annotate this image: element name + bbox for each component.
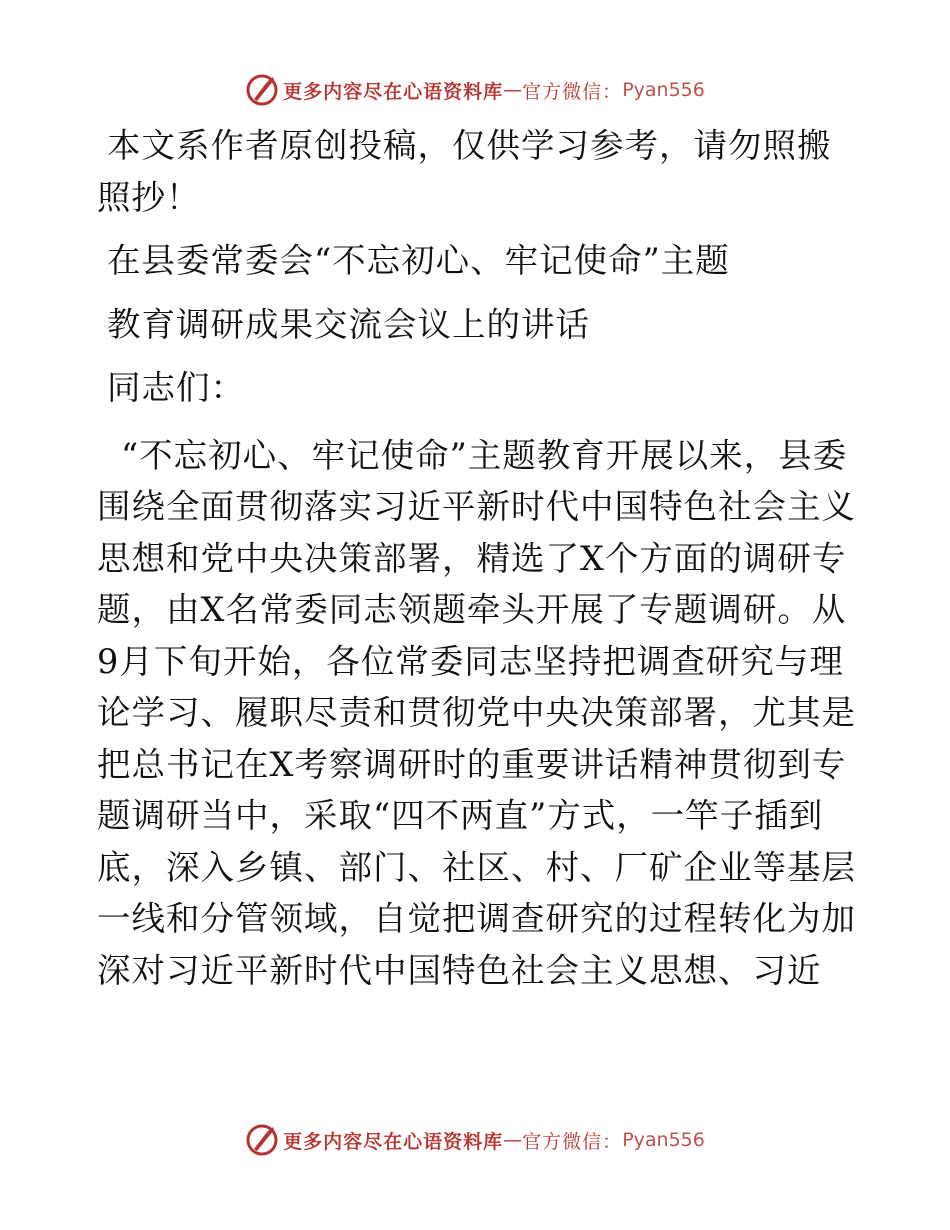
watermark-dash: — (503, 1129, 523, 1151)
copyright-notice: 本文系作者原创投稿，仅供学习参考，请勿照搬照抄！ (97, 126, 832, 217)
speech-title-line-2: 教育调研成果交流会议上的讲话 (107, 304, 590, 344)
quill-pen-circle-icon (245, 1123, 279, 1157)
watermark-wechat-id: Pyan556 (622, 79, 705, 101)
watermark-wechat-label: 官方微信： (522, 80, 623, 103)
quill-pen-circle-icon (245, 73, 279, 107)
watermark-brand: 更多内容尽在心语资料库 (283, 80, 504, 103)
watermark-brand: 更多内容尽在心语资料库 (283, 1130, 504, 1153)
speech-title-line-1: 在县委常委会“不忘初心、牢记使命”主题 (107, 241, 730, 280)
document-body (97, 120, 857, 996)
watermark-header (0, 70, 950, 110)
watermark-wechat-label: 官方微信： (522, 1130, 623, 1153)
greeting: 同志们： (107, 368, 245, 407)
paragraph-1: “不忘初心、牢记使命”主题教育开展以来，县委围绕全面贯彻落实习近平新时代中国特色社会主义思想和党中央决策部署，精选了X个方面的调研专题，由X名常委同志领题牵头开展了专题调研。从9月下旬开始，各位常委同志坚持把调查研究与理论学习、履职尽责和贯彻党中央决策部署，尤其是把总书记在X考察调研时的重要讲话精神贯彻到专题调研当中，采取“四不两直”方式，一竿子插到底，深入乡镇、部门、社区、村、厂矿企业等基层一线和分管领域，自觉把调查研究的过程转化为加深对习近平新时代中国特色社会主义思想、习近 (97, 435, 856, 990)
watermark-dash: — (503, 79, 523, 101)
watermark-footer (0, 1120, 950, 1160)
watermark-wechat-id: Pyan556 (622, 1129, 705, 1151)
